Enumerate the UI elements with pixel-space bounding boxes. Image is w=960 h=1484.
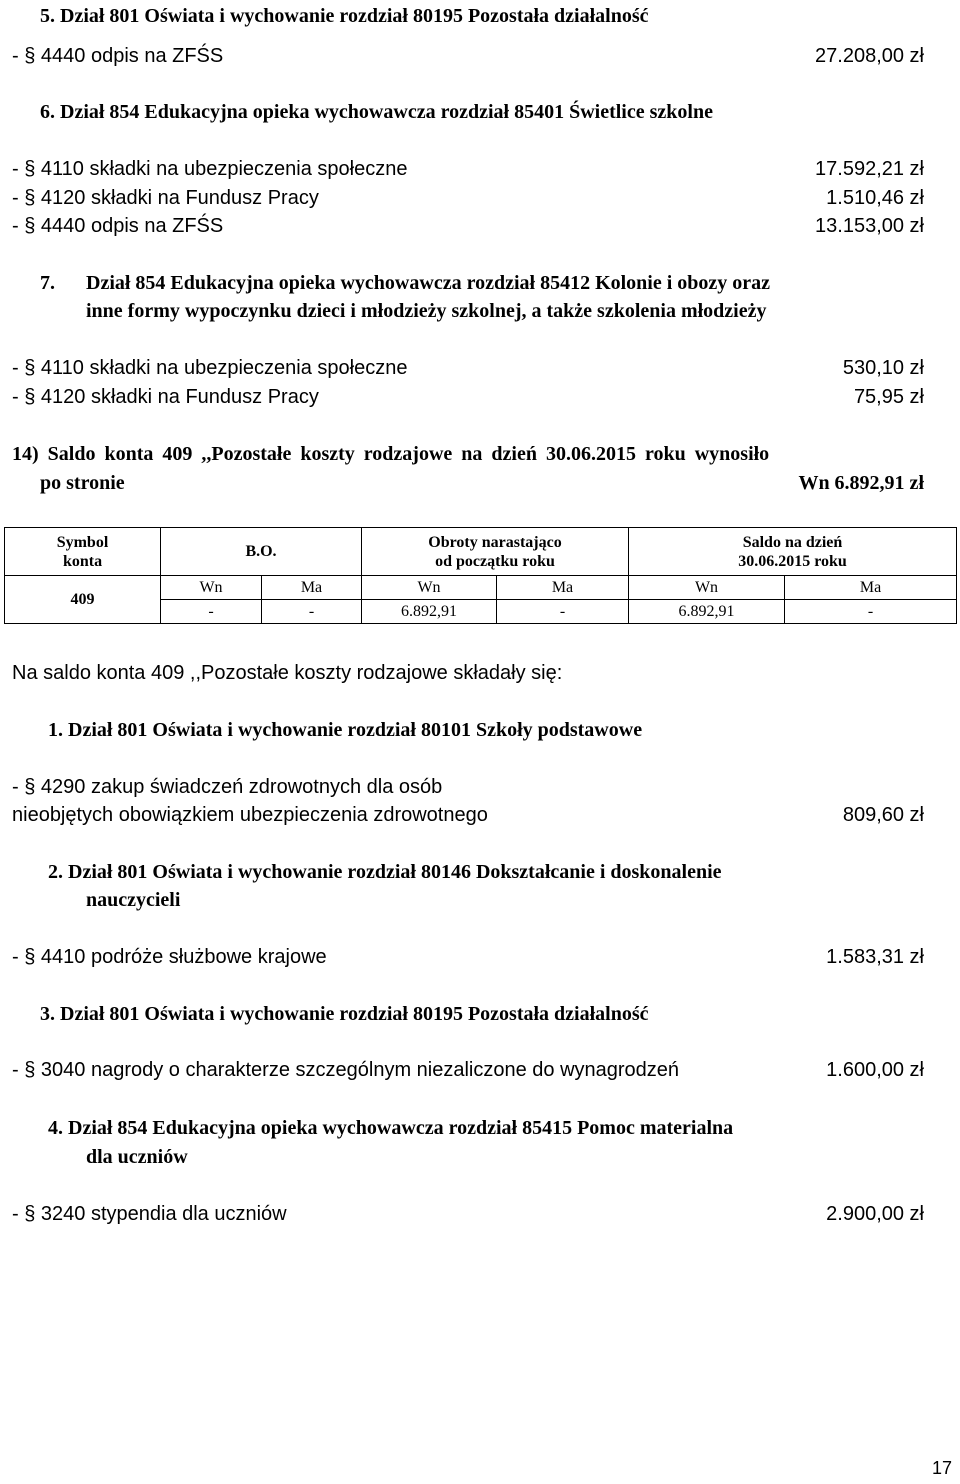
header-obroty-line2: od początku roku xyxy=(435,552,555,570)
saldo-line1: 14) Saldo konta 409 ,,Pozostałe koszty rodzajowe na dzień 30.06.2015 roku wynosiło xyxy=(12,443,770,465)
header-symbol xyxy=(5,528,161,576)
composition-2-item: - § 4410 podróże służbowe krajowe xyxy=(12,946,327,968)
section-5-item-amount: 27.208,00 zł xyxy=(815,45,924,67)
value-cell: - xyxy=(161,600,262,624)
composition-3-item: - § 3040 nagrody o charakterze szczególnym niezaliczone do wynagrodzeń xyxy=(12,1059,680,1081)
saldo-line2-label: po stronie xyxy=(40,472,125,494)
composition-4-heading-line2: dla uczniów xyxy=(86,1146,188,1168)
section-7-heading-line2: inne formy wypoczynku dzieci i młodzieży szkolnej, a także szkolenia młodzieży xyxy=(86,300,767,322)
header-symbol-line1: Symbol xyxy=(56,533,109,551)
value-cell: 6.892,91 xyxy=(362,600,497,624)
header-bo: B.O. xyxy=(161,528,362,576)
header-saldo xyxy=(629,528,957,576)
account-number: 409 xyxy=(5,576,161,624)
header-symbol-line2: konta xyxy=(62,552,103,570)
section-7-item-amount: 75,95 zł xyxy=(853,386,924,408)
section-7-heading-line1: Dział 854 Edukacyjna opieka wychowawcza rozdział 85412 Kolonie i obozy oraz xyxy=(86,272,771,294)
section-7-item-label: - § 4120 składki na Fundusz Pracy xyxy=(12,386,319,408)
composition-3-heading: 3. Dział 801 Oświata i wychowanie rozdział 80195 Pozostała działalność xyxy=(40,1003,649,1025)
composition-3-amount: 1.600,00 zł xyxy=(826,1059,924,1081)
header-obroty-line1: Obroty narastająco xyxy=(428,533,562,551)
composition-1-item-line2: nieobjętych obowiązkiem ubezpieczenia zdrowotnego xyxy=(12,804,488,826)
section-7-number: 7. xyxy=(40,272,55,294)
composition-2-heading-line1: 2. Dział 801 Oświata i wychowanie rozdział 80146 Dokształcanie i doskonalenie xyxy=(48,861,722,883)
composition-2-heading-line2: nauczycieli xyxy=(86,889,181,911)
value-cell: - xyxy=(262,600,362,624)
section-6-heading: 6. Dział 854 Edukacyjna opieka wychowawcza rozdział 85401 Świetlice szkolne xyxy=(40,101,713,123)
header-saldo-line1: Saldo na dzień xyxy=(742,533,843,551)
value-cell: 6.892,91 xyxy=(629,600,785,624)
saldo-table xyxy=(4,527,957,624)
header-saldo-line2: 30.06.2015 roku xyxy=(738,552,847,570)
composition-1-heading: 1. Dział 801 Oświata i wychowanie rozdział 80101 Szkoły podstawowe xyxy=(48,719,643,741)
subheader-cell: Wn xyxy=(161,576,262,600)
section-5-heading: 5. Dział 801 Oświata i wychowanie rozdział 80195 Pozostała działalność xyxy=(40,5,649,27)
composition-4-item: - § 3240 stypendia dla uczniów xyxy=(12,1203,287,1225)
composition-intro: Na saldo konta 409 ,,Pozostałe koszty rodzajowe składały się: xyxy=(12,662,563,684)
section-6-item-label: - § 4440 odpis na ZFŚS xyxy=(12,215,224,237)
header-obroty xyxy=(362,528,629,576)
section-5-item-label: - § 4440 odpis na ZFŚS xyxy=(12,45,224,67)
composition-2-amount: 1.583,31 zł xyxy=(826,946,924,968)
section-6-item-label: - § 4120 składki na Fundusz Pracy xyxy=(12,187,319,209)
section-6-item-amount: 1.510,46 zł xyxy=(826,187,924,209)
subheader-cell: Ma xyxy=(497,576,629,600)
section-6-item-label: - § 4110 składki na ubezpieczenia społeczne xyxy=(12,158,408,180)
composition-4-amount: 2.900,00 zł xyxy=(826,1203,924,1225)
subheader-cell: Wn xyxy=(362,576,497,600)
saldo-line2-amount: Wn 6.892,91 zł xyxy=(798,472,924,494)
page-number: 17 xyxy=(931,1458,952,1478)
section-6-item-amount: 17.592,21 zł xyxy=(815,158,924,180)
composition-4-heading-line1: 4. Dział 854 Edukacyjna opieka wychowawcza rozdział 85415 Pomoc materialna xyxy=(48,1117,734,1139)
section-7-item-amount: 530,10 zł xyxy=(842,357,924,379)
subheader-cell: Ma xyxy=(785,576,957,600)
value-cell: - xyxy=(785,600,957,624)
section-7-item-label: - § 4110 składki na ubezpieczenia społeczne xyxy=(12,357,408,379)
subheader-cell: Wn xyxy=(629,576,785,600)
subheader-cell: Ma xyxy=(262,576,362,600)
composition-1-amount: 809,60 zł xyxy=(842,804,924,826)
section-6-item-amount: 13.153,00 zł xyxy=(815,215,924,237)
value-cell: - xyxy=(497,600,629,624)
composition-1-item-line1: - § 4290 zakup świadczeń zdrowotnych dla osób xyxy=(12,776,443,798)
